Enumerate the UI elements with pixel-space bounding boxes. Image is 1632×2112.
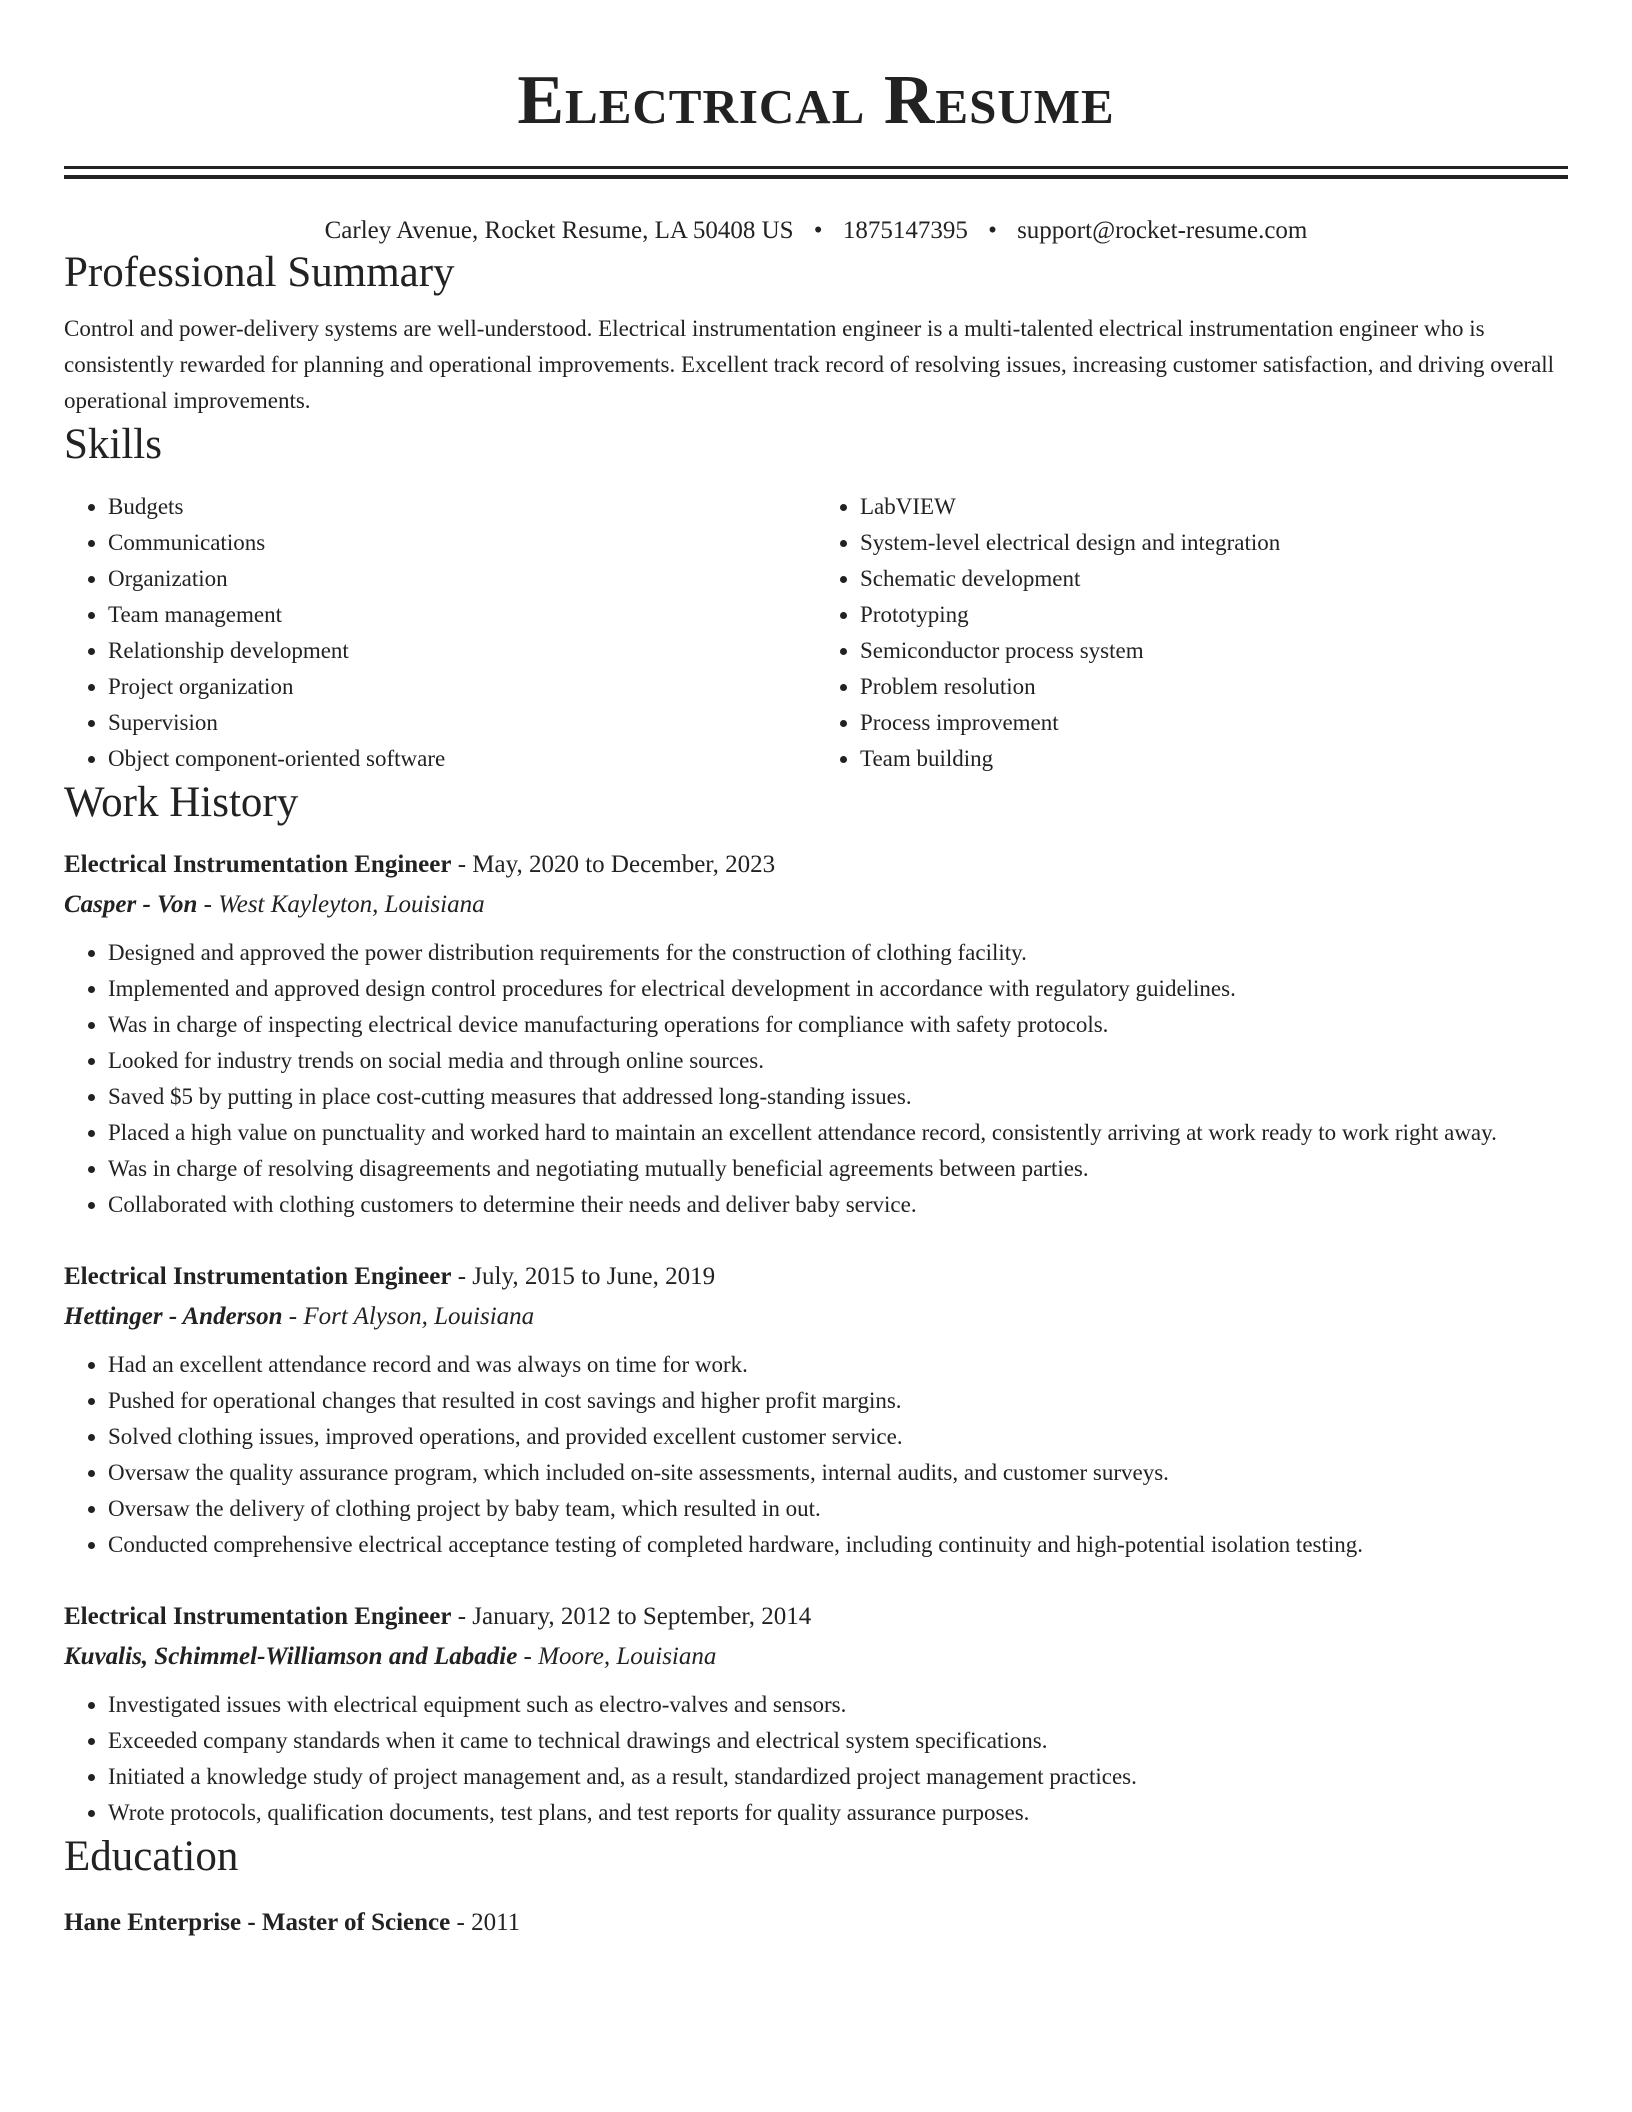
skill-item: • Budgets xyxy=(108,489,816,525)
job-bullet: • Was in charge of inspecting electrical device manufacturing operations for compliance with safety protocols. xyxy=(108,1007,1568,1043)
job-title-line xyxy=(64,1257,1568,1297)
job-title: Electrical Instrumentation Engineer xyxy=(64,1603,452,1630)
job-location: - Fort Alyson, Louisiana xyxy=(282,1303,535,1330)
contact-separator: • xyxy=(988,217,997,244)
skill-item: • Team building xyxy=(860,741,1568,777)
job-company-line xyxy=(64,1637,1568,1677)
skill-item: • Organization xyxy=(108,561,816,597)
contact-email: support@rocket-resume.com xyxy=(1017,217,1308,244)
skills-list-left xyxy=(64,489,816,777)
skill-item: • System-level electrical design and integration xyxy=(860,525,1568,561)
job-location: - West Kayleyton, Louisiana xyxy=(197,891,485,918)
job-bullet: • Exceeded company standards when it came to technical drawings and electrical system specifications. xyxy=(108,1723,1568,1759)
contact-separator: • xyxy=(813,217,823,244)
job-bullet: • Was in charge of resolving disagreements and negotiating mutually beneficial agreements between parties. xyxy=(108,1151,1568,1187)
job-title: Electrical Instrumentation Engineer xyxy=(64,1263,452,1290)
job-bullet: • Conducted comprehensive electrical acceptance testing of completed hardware, including continuity and high-potential isolation testing. xyxy=(108,1527,1568,1563)
job-entry xyxy=(64,1257,1568,1563)
contact-phone: 1875147395 xyxy=(842,217,968,244)
job-company-line xyxy=(64,1297,1568,1337)
skill-item: • Process improvement xyxy=(860,705,1568,741)
job-bullet: • Implemented and approved design control procedures for electrical development in accordance with regulatory guidelines. xyxy=(108,971,1568,1007)
job-bullets xyxy=(64,1687,1568,1831)
section-heading-summary: Professional Summary xyxy=(64,249,455,296)
skill-item: • Supervision xyxy=(108,705,816,741)
skills-list-right xyxy=(816,489,1568,777)
education-entry xyxy=(64,1903,1568,1943)
job-bullet: • Placed a high value on punctuality and worked hard to maintain an excellent attendance record, consistently arriving at work ready to work right away. xyxy=(108,1115,1568,1151)
summary-text: Control and power-delivery systems are well-understood. Electrical instrumentation engineer is a multi-talented electrical instrumentation engineer who is consistently rewarded for planning and operational improvements. Excellent track record of resolving issues, increasing customer satisfaction, and driving overall operational improvements. xyxy=(64,316,1555,413)
contact-address: Carley Avenue, Rocket Resume, LA 50408 US xyxy=(324,217,794,244)
education-year: - 2011 xyxy=(450,1909,521,1936)
skill-item: • Relationship development xyxy=(108,633,816,669)
job-bullet: • Investigated issues with electrical equipment such as electro-valves and sensors. xyxy=(108,1687,1568,1723)
job-bullet: • Pushed for operational changes that resulted in cost savings and higher profit margins. xyxy=(108,1383,1568,1419)
skill-item: • Team management xyxy=(108,597,816,633)
skill-item: • LabVIEW xyxy=(860,489,1568,525)
section-heading-skills: Skills xyxy=(64,421,162,468)
job-title: Electrical Instrumentation Engineer xyxy=(64,851,452,878)
skill-item: • Communications xyxy=(108,525,816,561)
job-title-line xyxy=(64,845,1568,885)
skills-columns xyxy=(64,489,1568,777)
job-bullet: • Initiated a knowledge study of project management and, as a result, standardized project management practices. xyxy=(108,1759,1568,1795)
job-entry xyxy=(64,1597,1568,1831)
job-title-line xyxy=(64,1597,1568,1637)
job-company: Hettinger - Anderson xyxy=(64,1303,283,1330)
job-bullet: • Designed and approved the power distribution requirements for the construction of clothing facility. xyxy=(108,935,1568,971)
job-bullet: • Had an excellent attendance record and was always on time for work. xyxy=(108,1347,1568,1383)
job-location: - Moore, Louisiana xyxy=(517,1643,717,1670)
skill-item: • Schematic development xyxy=(860,561,1568,597)
title-divider-bottom xyxy=(64,175,1568,179)
job-company: Casper - Von xyxy=(64,891,198,918)
job-bullet: • Oversaw the delivery of clothing project by baby team, which resulted in out. xyxy=(108,1491,1568,1527)
education-school-degree: Hane Enterprise - Master of Science xyxy=(64,1909,451,1936)
section-heading-work-history: Work History xyxy=(64,779,299,826)
job-dates: - July, 2015 to June, 2019 xyxy=(451,1263,716,1290)
job-bullets xyxy=(64,935,1568,1223)
job-bullet: • Collaborated with clothing customers to determine their needs and deliver baby service. xyxy=(108,1187,1568,1223)
skill-item: • Problem resolution xyxy=(860,669,1568,705)
resume-title: Electrical Resume xyxy=(517,62,1115,139)
job-bullet: • Oversaw the quality assurance program, which included on-site assessments, internal audits, and customer surveys. xyxy=(108,1455,1568,1491)
title-divider-top xyxy=(64,166,1568,169)
job-bullet: • Looked for industry trends on social media and through online sources. xyxy=(108,1043,1568,1079)
contact-line xyxy=(64,215,1568,247)
job-dates: - May, 2020 to December, 2023 xyxy=(451,851,776,878)
skill-item: • Prototyping xyxy=(860,597,1568,633)
section-heading-education: Education xyxy=(64,1833,239,1880)
job-bullet: • Solved clothing issues, improved operations, and provided excellent customer service. xyxy=(108,1419,1568,1455)
job-company: Kuvalis, Schimmel-Williamson and Labadie xyxy=(64,1643,518,1670)
skill-item: • Project organization xyxy=(108,669,816,705)
job-bullet: • Wrote protocols, qualification documents, test plans, and test reports for quality assurance purposes. xyxy=(108,1795,1568,1831)
job-entry xyxy=(64,845,1568,1223)
job-company-line xyxy=(64,885,1568,925)
job-dates: - January, 2012 to September, 2014 xyxy=(451,1603,812,1630)
job-bullet: • Saved $5 by putting in place cost-cutting measures that addressed long-standing issues. xyxy=(108,1079,1568,1115)
job-bullets xyxy=(64,1347,1568,1563)
skill-item: • Object component-oriented software xyxy=(108,741,816,777)
skill-item: • Semiconductor process system xyxy=(860,633,1568,669)
